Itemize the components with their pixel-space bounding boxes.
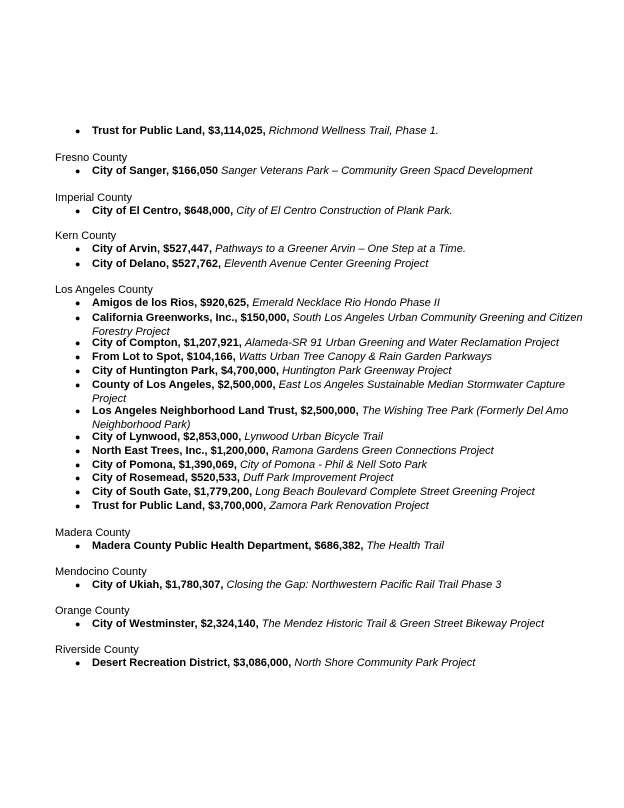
list-item: [75, 486, 585, 500]
bullet-icon: ●: [75, 206, 81, 216]
list-item: [75, 297, 585, 311]
grantee-name: California Greenworks, Inc., $150,000,: [92, 312, 290, 324]
bullet-icon: ●: [75, 580, 81, 590]
list-item: [75, 351, 585, 365]
project-title: Lynwood Urban Bicycle Trail: [244, 431, 383, 443]
county-heading: Orange County: [55, 605, 130, 617]
project-title: Watts Urban Tree Canopy & Rain Garden Parkways: [238, 351, 493, 363]
bullet-icon: ●: [75, 460, 81, 470]
county-heading: Los Angeles County: [55, 284, 153, 296]
project-title: Alameda-SR 91 Urban Greening and Water Reclamation Project: [244, 337, 559, 349]
project-title: The Mendez Historic Trail & Green Street Bikeway Project: [261, 618, 545, 630]
list-item: [75, 431, 585, 445]
list-item: [75, 579, 585, 593]
bullet-icon: ●: [75, 446, 81, 456]
bullet-icon: ●: [75, 366, 81, 376]
bullet-icon: ●: [75, 541, 81, 551]
grantee-name: Trust for Public Land, $3,700,000,: [92, 500, 267, 512]
list-item: [75, 472, 585, 486]
grantee-name: Desert Recreation District, $3,086,000,: [92, 657, 292, 669]
project-title: Emerald Necklace Rio Hondo Phase II: [252, 297, 440, 309]
bullet-icon: ●: [75, 259, 81, 269]
project-title: Richmond Wellness Trail, Phase 1.: [268, 125, 439, 137]
grantee-name: Amigos de los Rios, $920,625,: [92, 297, 250, 309]
grantee-name: From Lot to Spot, $104,166,: [92, 351, 236, 363]
grantee-name: County of Los Angeles, $2,500,000,: [92, 379, 276, 391]
list-item: [75, 125, 585, 139]
grantee-name: Trust for Public Land, $3,114,025,: [92, 125, 266, 137]
bullet-icon: ●: [75, 380, 81, 390]
bullet-icon: ●: [75, 298, 81, 308]
grantee-name: City of Rosemead, $520,533,: [92, 472, 240, 484]
bullet-icon: ●: [75, 244, 81, 254]
grantee-name: City of Pomona, $1,390,069,: [92, 459, 237, 471]
bullet-icon: ●: [75, 658, 81, 668]
project-title: North Shore Community Park Project: [294, 657, 476, 669]
list-item: [75, 459, 585, 473]
project-title: Zamora Park Renovation Project: [269, 500, 429, 512]
county-heading: Riverside County: [55, 644, 139, 656]
project-title: East Los Angeles Sustainable Median Stormwater Capture Project: [92, 379, 566, 405]
project-title: Sanger Veterans Park – Community Green Spacd Development: [221, 165, 533, 177]
county-heading: Imperial County: [55, 192, 133, 204]
county-heading: Mendocino County: [55, 566, 147, 578]
bullet-icon: ●: [75, 473, 81, 483]
project-title: The Wishing Tree Park (Formerly Del Amo Neighborhood Park): [92, 405, 569, 431]
list-item: [75, 312, 585, 339]
grantee-name: City of South Gate, $1,779,200,: [92, 486, 253, 498]
project-title: Eleventh Avenue Center Greening Project: [224, 258, 429, 270]
list-item: [75, 657, 585, 671]
project-title: City of El Centro Construction of Plank Park.: [236, 205, 453, 217]
list-item: [75, 243, 585, 257]
project-title: The Health Trail: [366, 540, 444, 552]
grantee-name: City of El Centro, $648,000,: [92, 205, 234, 217]
grantee-name: City of Huntington Park, $4,700,000,: [92, 365, 280, 377]
bullet-icon: ●: [75, 406, 81, 416]
list-item: [75, 337, 585, 351]
bullet-icon: ●: [75, 501, 81, 511]
bullet-icon: ●: [75, 126, 81, 136]
grantee-name: City of Ukiah, $1,780,307,: [92, 579, 224, 591]
bullet-icon: ●: [75, 338, 81, 348]
grantee-name: Los Angeles Neighborhood Land Trust, $2,500,000,: [92, 405, 359, 417]
project-title: Ramona Gardens Green Connections Project: [271, 445, 494, 457]
list-item: [75, 405, 585, 432]
grantee-name: North East Trees, Inc., $1,200,000,: [92, 445, 269, 457]
grantee-name: City of Delano, $527,762,: [92, 258, 221, 270]
grantee-name: City of Compton, $1,207,921,: [92, 337, 242, 349]
bullet-icon: ●: [75, 313, 81, 323]
grantee-name: City of Lynwood, $2,853,000,: [92, 431, 242, 443]
bullet-icon: ●: [75, 432, 81, 442]
grantee-name: City of Sanger, $166,050: [92, 165, 218, 177]
bullet-icon: ●: [75, 352, 81, 362]
project-title: Pathways to a Greener Arvin – One Step at a Time.: [215, 243, 466, 255]
project-title: Closing the Gap: Northwestern Pacific Rail Trail Phase 3: [226, 579, 502, 591]
list-item: [75, 540, 585, 554]
bullet-icon: ●: [75, 487, 81, 497]
grantee-name: City of Westminster, $2,324,140,: [92, 618, 259, 630]
project-title: Huntington Park Greenway Project: [282, 365, 452, 377]
list-item: [75, 165, 585, 179]
list-item: [75, 379, 585, 406]
list-item: [75, 365, 585, 379]
project-title: Long Beach Boulevard Complete Street Greening Project: [255, 486, 535, 498]
list-item: [75, 205, 585, 219]
list-item: [75, 618, 585, 632]
project-title: City of Pomona - Phil & Nell Soto Park: [239, 459, 428, 471]
project-title: Duff Park Improvement Project: [243, 472, 394, 484]
grantee-name: Madera County Public Health Department, $686,382,: [92, 540, 364, 552]
county-heading: Madera County: [55, 527, 131, 539]
list-item: [75, 258, 585, 272]
county-heading: Kern County: [55, 230, 117, 242]
grantee-name: City of Arvin, $527,447,: [92, 243, 213, 255]
county-heading: Fresno County: [55, 152, 128, 164]
list-item: [75, 500, 585, 514]
project-title: South Los Angeles Urban Community Greening and Citizen Forestry Project: [92, 312, 583, 338]
bullet-icon: ●: [75, 619, 81, 629]
bullet-icon: ●: [75, 166, 81, 176]
list-item: [75, 445, 585, 459]
